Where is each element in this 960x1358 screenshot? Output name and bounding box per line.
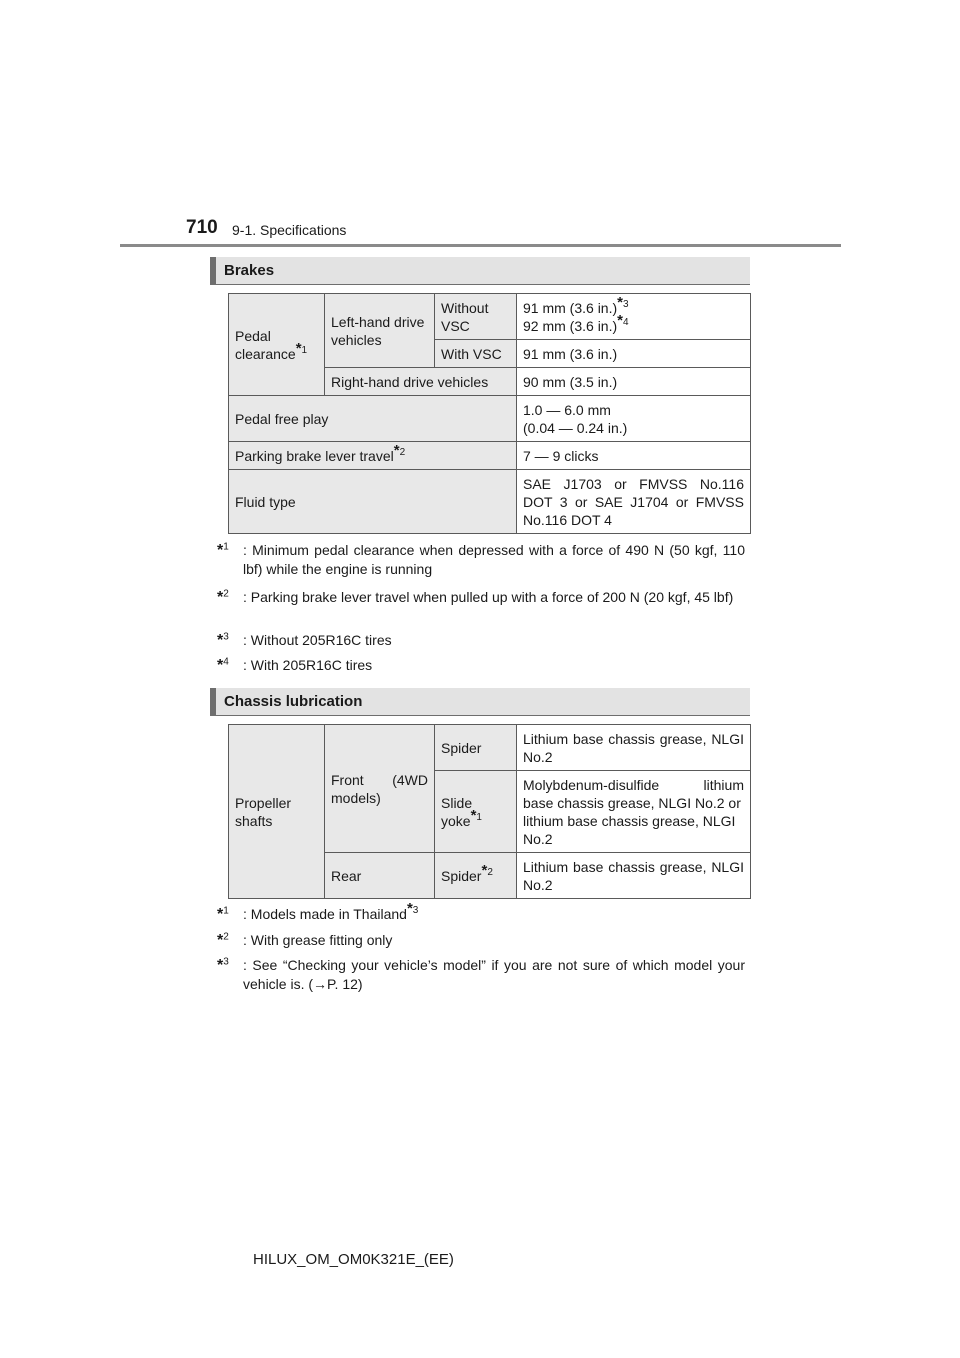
front-label: Front (4WD models) <box>325 725 435 853</box>
chassis-heading <box>210 688 750 716</box>
without-vsc-label: Without VSC <box>435 294 517 340</box>
brakes-heading-text: Brakes <box>224 262 275 279</box>
rear-label: Rear <box>325 853 435 899</box>
fluid-type-label: Fluid type <box>229 470 517 534</box>
propeller-shafts-label: Propeller shafts <box>229 725 325 899</box>
page-number: 710 <box>186 217 218 238</box>
with-vsc-label: With VSC <box>435 340 517 368</box>
slide-yoke-label: Slide yoke$^{*1}$ <box>435 771 517 853</box>
brakes-heading <box>210 257 750 285</box>
parking-brake-label: Parking brake lever travel$^{*2}$ <box>229 442 517 470</box>
pedal-free-play-label: Pedal free play <box>229 396 517 442</box>
pedal-free-play-value: 1.0 — 6.0 mm (0.04 — 0.24 in.) <box>517 396 751 442</box>
brakes-footnote-4: *$^4$ : With 205R16C tires <box>217 656 373 674</box>
lhd-label: Left-hand drive vehicles <box>325 294 435 368</box>
fluid-type-value: SAE J1703 or FMVSS No.116 DOT 3 or SAE J1704 or FMVSS No.116 DOT 4 <box>517 470 751 534</box>
chassis-footnote-2: *$^2$ : With grease fitting only <box>217 931 393 949</box>
spider-value: Lithium base chassis grease, NLGI No.2 <box>517 725 751 771</box>
parking-brake-value: 7 — 9 clicks <box>517 442 751 470</box>
rear-spider-label: Spider$^{*2}$ <box>435 853 517 899</box>
brakes-table <box>228 293 751 534</box>
slide-yoke-value: Molybdenum-disulfide lithium base chassis grease, NLGI No.2 or lithium base chassis grease, NLGI No.2 <box>517 771 751 853</box>
chassis-table <box>228 724 751 899</box>
rear-value: Lithium base chassis grease, NLGI No.2 <box>517 853 751 899</box>
pedal-clearance-label: Pedal clearance$^{*1}$ <box>229 294 325 396</box>
brakes-footnote-2: *$^2$ : Parking brake lever travel when pulled up with a force of 200 N (20 kgf, 45 lbf) <box>217 588 734 606</box>
chassis-footnote-1: *$^1$ : Models made in Thailand$^{*3}$ <box>217 900 419 923</box>
chassis-heading-text: Chassis lubrication <box>224 693 363 710</box>
rhd-value: 90 mm (3.5 in.) <box>517 368 751 396</box>
brakes-footnote-1: *$^1$ : Minimum pedal clearance when depressed with a force of 490 N (50 kgf, 110 lbf) while the engine is running <box>217 541 745 577</box>
brakes-footnote-3: *$^3$ : Without 205R16C tires <box>217 631 392 649</box>
header-rule <box>120 244 841 247</box>
rhd-label: Right-hand drive vehicles <box>325 368 517 396</box>
section-path: 9-1. Specifications <box>232 222 347 238</box>
chassis-footnote-3: *$^3$ : See “Checking your vehicle’s model” if you are not sure of which model your vehicle is. (→P. 12) <box>217 956 745 992</box>
spider-label: Spider <box>435 725 517 771</box>
document-id: HILUX_OM_OM0K321E_(EE) <box>253 1251 454 1268</box>
without-vsc-value: 91 mm (3.6 in.)$^{*3}$ 92 mm (3.6 in.)$^{*4}$ <box>517 294 751 340</box>
with-vsc-value: 91 mm (3.6 in.) <box>517 340 751 368</box>
